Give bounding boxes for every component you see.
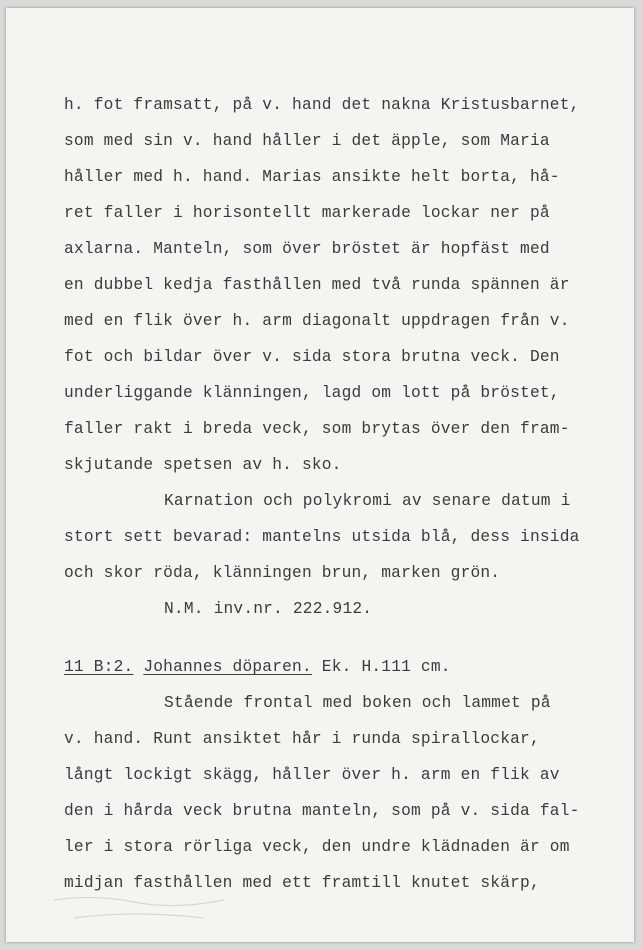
text-line: fot och bildar över v. sida stora brutna veck. Den — [64, 348, 560, 366]
text-line: med en flik över h. arm diagonalt uppdragen från v. — [64, 312, 570, 330]
text-line: Stående frontal med boken och lammet på — [164, 694, 551, 712]
inventory-number: N.M. inv.nr. 222.912. — [164, 600, 373, 618]
text-line: v. hand. Runt ansiktet hår i runda spirallockar, — [64, 730, 540, 748]
text-line: ret faller i horisontellt markerade lockar ner på — [64, 204, 550, 222]
entry-heading — [64, 657, 451, 677]
text-line: långt lockigt skägg, håller över h. arm en flik av — [64, 766, 560, 784]
entry-title: Johannes döparen. — [143, 658, 312, 676]
text-line: den i hårda veck brutna manteln, som på v. sida fal- — [64, 802, 580, 820]
text-line: skjutande spetsen av h. sko. — [64, 456, 342, 474]
entry-meta: Ek. H.111 cm. — [311, 658, 451, 676]
text-line: stort sett bevarad: mantelns utsida blå, dess insida — [64, 528, 580, 546]
text-line: Karnation och polykromi av senare datum i — [164, 492, 571, 510]
text-line: och skor röda, klänningen brun, marken grön. — [64, 564, 501, 582]
text-line: underliggande klänningen, lagd om lott på bröstet, — [64, 384, 560, 402]
entry-number: 11 B:2. — [64, 658, 134, 676]
document-page — [6, 8, 634, 942]
bleed-through-marks — [54, 888, 574, 928]
text-line: som med sin v. hand håller i det äpple, som Maria — [64, 132, 550, 150]
text-line: håller med h. hand. Marias ansikte helt borta, hå- — [64, 168, 560, 186]
text-line: axlarna. Manteln, som över bröstet är hopfäst med — [64, 240, 550, 258]
text-line: ler i stora rörliga veck, den undre klädnaden är om — [64, 838, 570, 856]
text-line: h. fot framsatt, på v. hand det nakna Kristusbarnet, — [64, 96, 580, 114]
text-line: faller rakt i breda veck, som brytas över den fram- — [64, 420, 570, 438]
text-line: midjan fasthållen med ett framtill knutet skärp, — [64, 874, 540, 892]
text-line: en dubbel kedja fasthållen med två runda spännen är — [64, 276, 570, 294]
